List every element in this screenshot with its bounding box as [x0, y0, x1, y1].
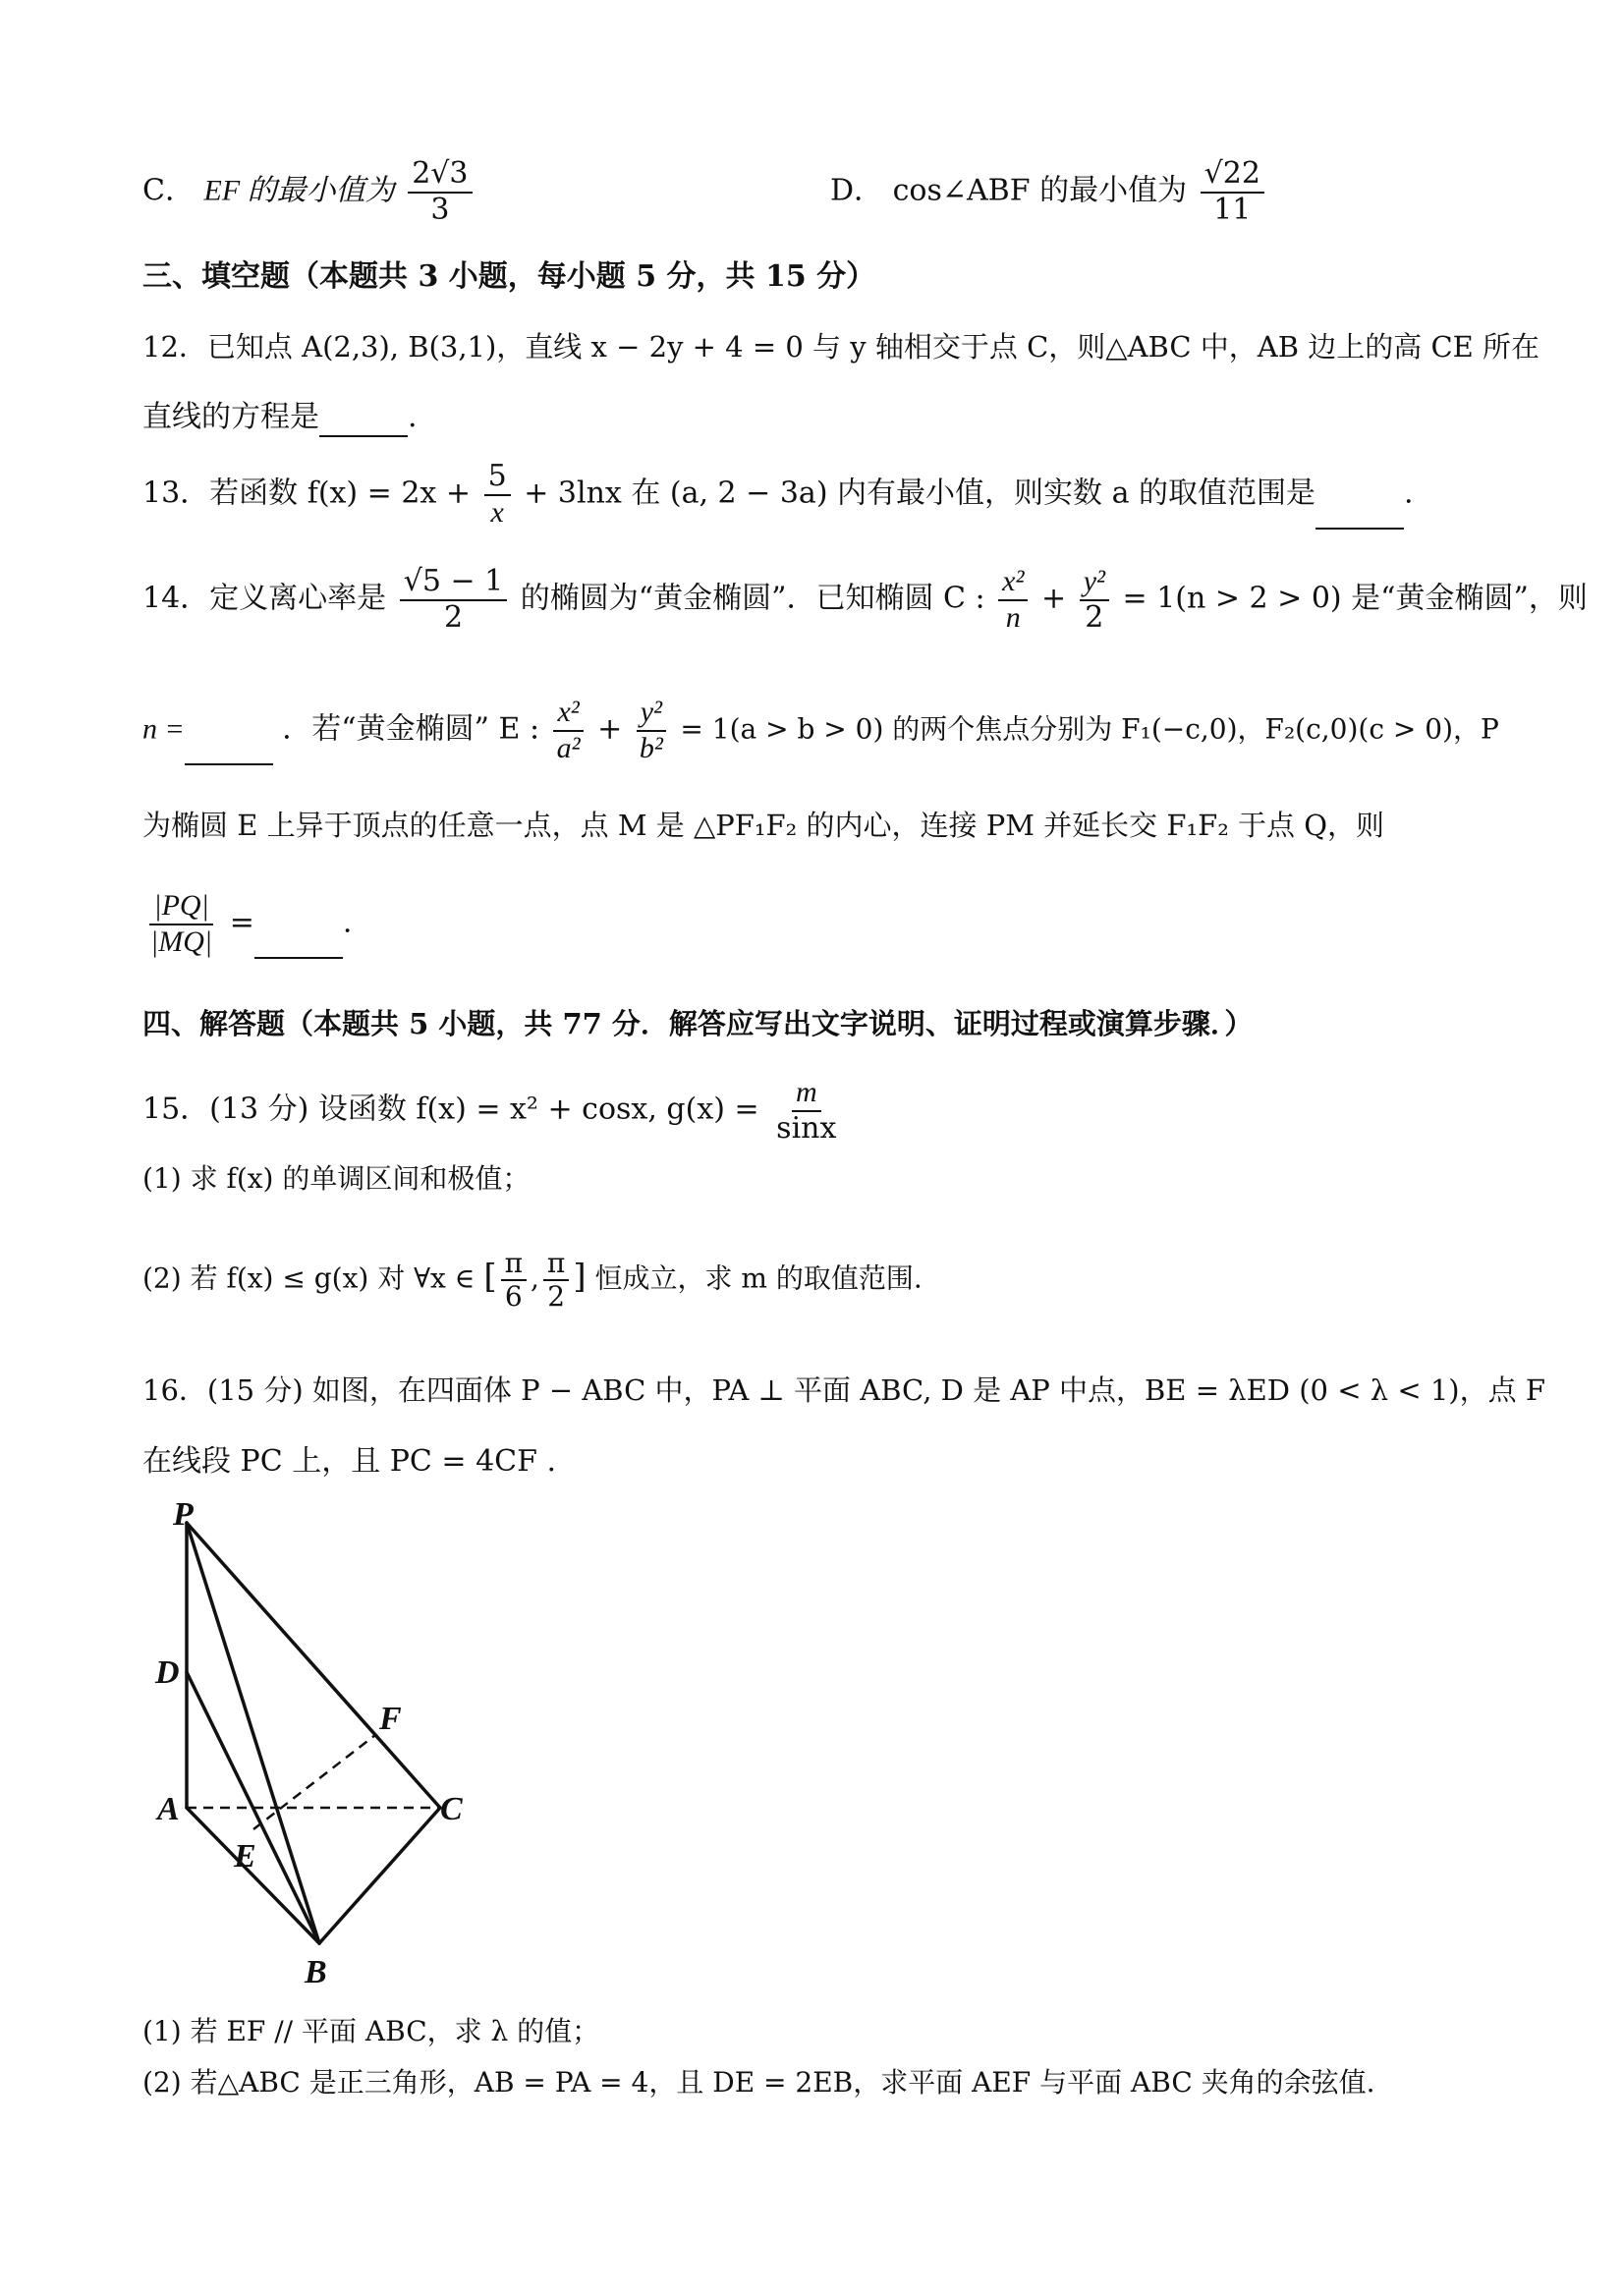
option-c-denominator: 3 [430, 192, 450, 227]
q15-part2-pre: (2) 若 f(x) ≤ g(x) 对 ∀x ∈ [142, 1261, 476, 1295]
q15-pre: 15．(13 分) 设函数 f(x) = x² + cosx, g(x) = [142, 1092, 759, 1127]
edge-BC [319, 1808, 440, 1943]
q14-ratio-den: |MQ| [150, 924, 213, 958]
option-c-label: C． [142, 173, 195, 208]
q14-c-num1: x² [998, 565, 1028, 601]
option-d [830, 157, 1268, 227]
q13-frac-num: 5 [484, 460, 511, 496]
q15-lo-den: 6 [504, 1280, 523, 1314]
q14-golden-num: √5 − 1 [400, 565, 508, 601]
option-c [142, 157, 476, 227]
q15-left-bracket: [ [483, 1257, 497, 1297]
q14-line2-pre: n = [142, 712, 185, 746]
option-d-denominator: 11 [1213, 192, 1252, 227]
q14-golden-den: 2 [443, 599, 464, 635]
q14-blank-ratio [254, 929, 343, 959]
q14-e-frac2 [636, 696, 667, 765]
q14-plus: + [1041, 581, 1067, 616]
q15-lo-num: π [501, 1248, 527, 1281]
q14-line2 [142, 696, 1499, 765]
q16-line2: 在线段 PC 上，且 PC = 4CF . [142, 1444, 557, 1479]
q14-e-den2: b² [639, 731, 663, 764]
label-P: P [173, 1503, 194, 1533]
q16-part2: (2) 若△ABC 是正三角形，AB = PA = 4，且 DE = 2EB，求平面 AEF 与平面 ABC 夹角的余弦值. [142, 2066, 1375, 2099]
label-C: C [440, 1791, 463, 1827]
option-c-numerator: 2√3 [408, 157, 472, 194]
q13-post: + 3lnx 在 (a, 2 − 3a) 内有最小值，则实数 a 的取值范围是 [524, 476, 1316, 511]
q13-pre: 13．若函数 f(x) = 2x + [142, 476, 472, 511]
edge-PB [187, 1523, 319, 1943]
option-c-text: EF 的最小值为 [203, 174, 395, 207]
q13: 13．若函数 f(x) = 2x + $\frac{5}{x}$ + 3lnx 在 (a, 2 − 3a) 内有最小值，则实数 a 的取值范围是 . [142, 459, 1414, 529]
q14-ratio [146, 889, 216, 959]
q15-part2-post: 恒成立，求 m 的取值范围. [594, 1261, 923, 1295]
option-d-label: D． [830, 173, 884, 208]
q14-c-frac2 [1080, 565, 1109, 635]
q14-c-frac1 [998, 565, 1028, 635]
option-d-numerator: √22 [1201, 157, 1264, 194]
q15-g-frac [772, 1076, 840, 1146]
q14-e-num1: x² [553, 696, 583, 732]
q14-line3: 为椭圆 E 上异于顶点的任意一点，点 M 是 △PF₁F₂ 的内心，连接 PM 并延长交 F₁F₂ 于点 Q，则 [142, 809, 1385, 842]
q14-plus2: + [597, 711, 623, 747]
q14-ratio-num: |PQ| [149, 889, 212, 925]
option-d-text: cos∠ABF 的最小值为 [892, 173, 1188, 208]
section3-title: 三、填空题（本题共 3 小题，每小题 5 分，共 15 分） [142, 259, 876, 294]
q13-answer-blank [1315, 500, 1404, 530]
option-d-fraction [1201, 157, 1264, 227]
q14-mid: 的椭圆为“黄金椭圆”．已知椭圆 C : [520, 581, 985, 616]
q15-line1 [142, 1076, 844, 1146]
q14-post: = 1(n > 2 > 0) 是“黄金椭圆”，则 [1122, 581, 1588, 616]
q12-line2-text: 直线的方程是 [142, 400, 319, 434]
q12-answer-blank [319, 408, 408, 437]
q14-line2-mid: ．若“黄金椭圆” E : [282, 711, 540, 747]
q13-fraction [484, 460, 511, 530]
q12-line1: 12．已知点 A(2,3), B(3,1)，直线 x − 2y + 4 = 0 与 y 轴相交于点 C，则△ABC 中，AB 边上的高 CE 所在 [142, 330, 1540, 364]
q14-line2-post: = 1(a > b > 0) 的两个焦点分别为 F₁(−c,0)，F₂(c,0)(c > 0)，P [680, 712, 1499, 746]
label-B: B [305, 1954, 327, 1990]
q16-part1: (1) 若 EF // 平面 ABC，求 λ 的值； [142, 2015, 600, 2047]
q14-c-den1: n [1005, 600, 1021, 634]
q12-line2: 直线的方程是 . [142, 398, 418, 437]
edge-PC [187, 1523, 440, 1808]
q13-frac-den: x [490, 495, 504, 529]
q14-line4: $\frac{|PQ|}{|MQ|}$ = . [142, 889, 352, 959]
q15-interval-hi [543, 1248, 569, 1313]
q16-line1: 16．(15 分) 如图，在四面体 P − ABC 中，PA ⊥ 平面 ABC, D 是 AP 中点，BE = λED (0 < λ < 1)，点 F [142, 1373, 1545, 1407]
q14-blank-n [185, 736, 273, 765]
q14-line1 [142, 565, 1588, 635]
q14-eq: = [229, 905, 254, 940]
q15-g-den: sinx [776, 1110, 837, 1146]
q15-g-num: m [792, 1076, 821, 1112]
q14-c-den2: 2 [1085, 599, 1104, 635]
segment-EF-hidden [253, 1735, 375, 1829]
q15-part1: (1) 求 f(x) 的单调区间和极值； [142, 1162, 531, 1195]
section4-title: 四、解答题（本题共 5 小题，共 77 分．解答应写出文字说明、证明过程或演算步骤．） [142, 1007, 1254, 1040]
q14-c-num2: y² [1080, 565, 1109, 601]
q14-e-frac1 [553, 696, 585, 765]
tetrahedron-figure [147, 1503, 501, 2004]
q15-hi-den: 2 [547, 1280, 566, 1314]
q14-golden-ratio [400, 565, 508, 635]
label-A: A [157, 1791, 180, 1827]
q15-interval-lo [501, 1248, 527, 1313]
q15-right-bracket: ] [573, 1257, 587, 1297]
q14-pre: 14．定义离心率是 [142, 581, 387, 616]
q15-part2: (2) 若 f(x) ≤ g(x) 对 ∀x ∈ [ $\frac{\pi}{6}$ , $\frac{\pi}{2}$ ] 恒成立，求 m 的取值范围. [142, 1247, 923, 1314]
option-c-fraction [408, 157, 472, 227]
q15-hi-num: π [543, 1248, 569, 1281]
label-F: F [379, 1701, 402, 1737]
label-E: E [234, 1838, 256, 1875]
label-D: D [155, 1654, 180, 1691]
q14-e-den1: a² [556, 731, 581, 764]
q14-e-num2: y² [637, 696, 666, 732]
